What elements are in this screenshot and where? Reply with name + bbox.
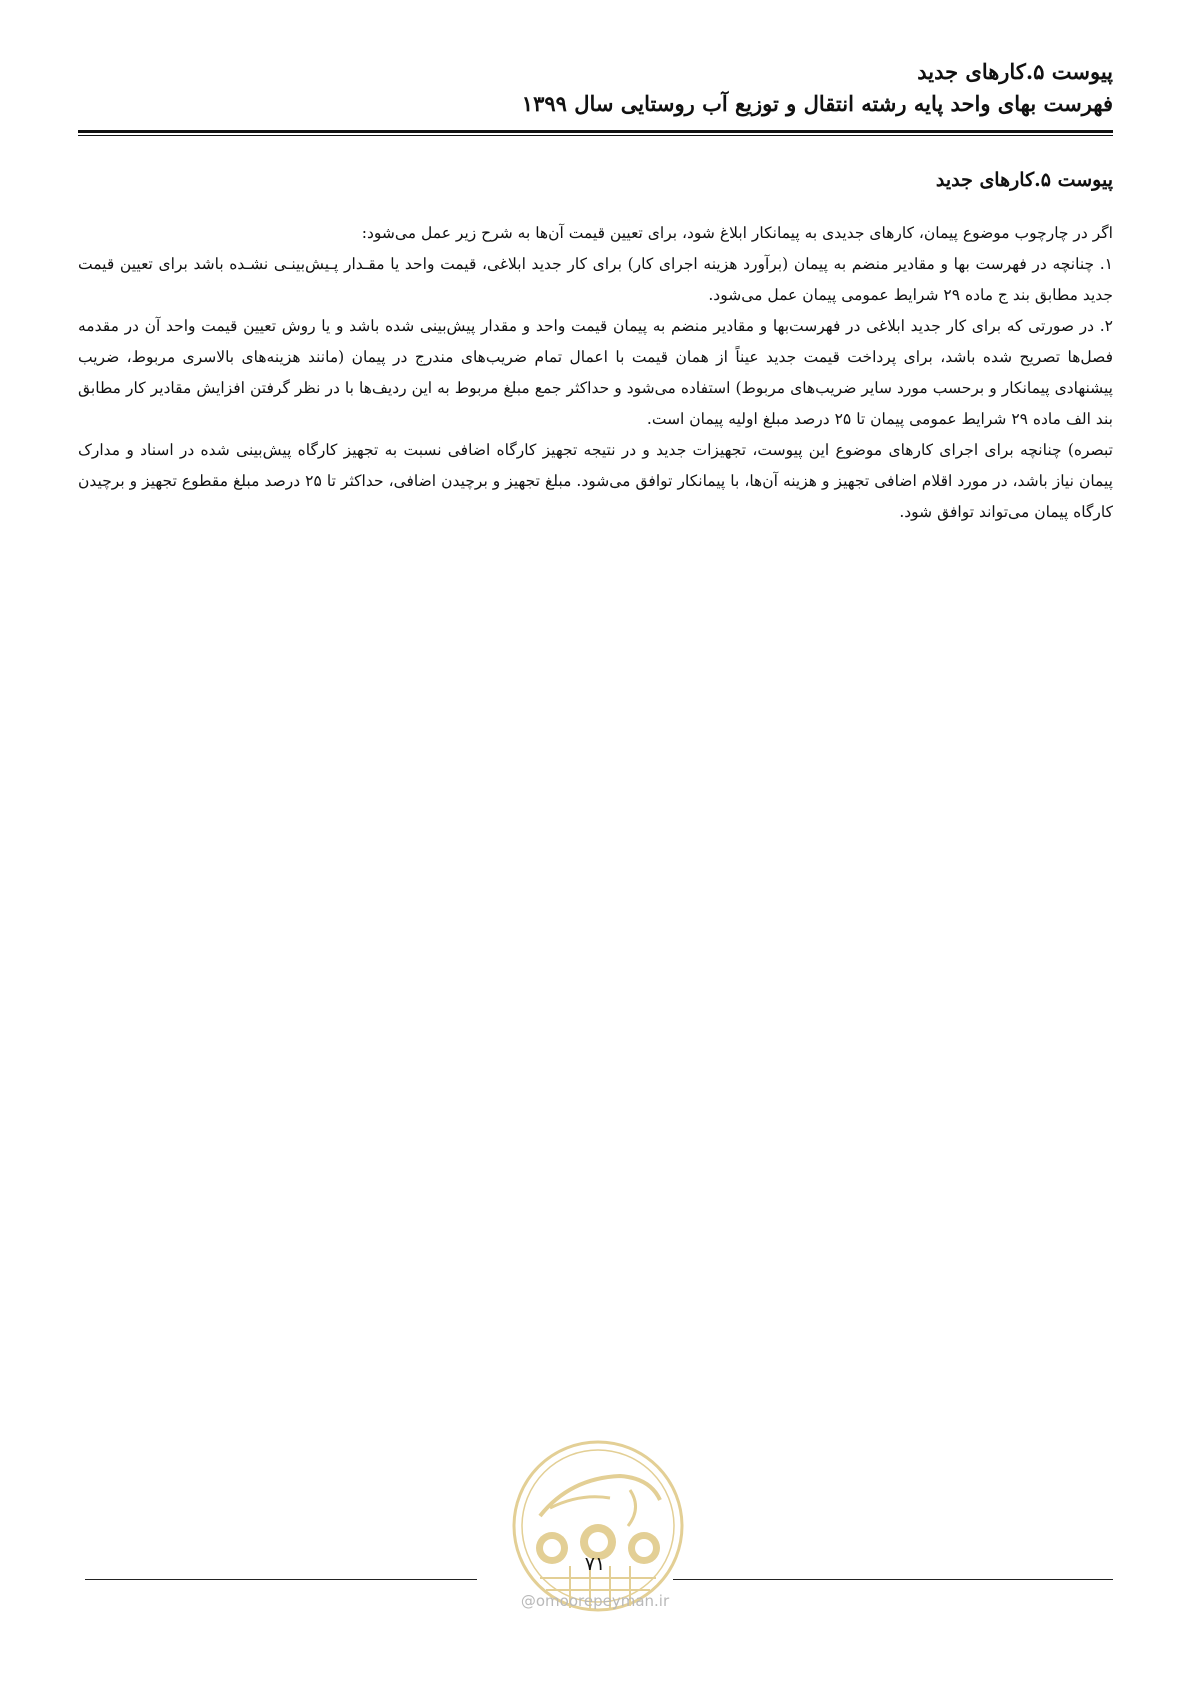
page-header [78, 56, 1113, 120]
section-title: پیوست ۵.کارهای جدید [935, 169, 1113, 191]
header-rule-thick [78, 130, 1113, 133]
header-rule-thin [78, 135, 1113, 136]
intro-paragraph: اگر در چارچوب موضوع پیمان، کارهای جدیدی به پیمانکار ابلاغ شود، برای تعیین قیمت آن‌ها به شرح زیر عمل می‌شود: [361, 224, 1113, 242]
header-document-title: فهرست بهای واحد پایه رشته انتقال و توزیع آب روستایی سال ۱۳۹۹ [521, 91, 1113, 116]
body-text [78, 218, 1113, 528]
clause-1: ۱. چنانچه در فهرست بها و مقادیر منضم به پیمان (برآورد هزینه اجرای کار) برای کار جدید ابلاغی، قیمت واحد یا مقـدار پـیش‌بینـی نشـده باشد برای تعیین قیمت جدید مطابق بند ج ماده ۲۹ شرایط عمومی پیمان عمل می‌شود. [78, 255, 1113, 304]
note-paragraph: تبصره) چنانچه برای اجرای کارهای موضوع این پیوست، تجهیزات جدید و در نتیجه تجهیز کارگاه اضافی نسبت به تجهیز کارگاه پیش‌بینی شده در اسناد و مدارک پیمان نیاز باشد، در مورد اقلام اضافی تجهیز و هزینه آن‌ها، با پیمانکار توافق می‌شود. مبلغ تجهیز و برچیدن اضافی، حداکثر تا ۲۵ درصد مبلغ مقطوع تجهیز و برچیدن کارگاه پیمان می‌تواند توافق شود. [78, 441, 1113, 521]
footer-rule-left [85, 1579, 477, 1580]
omoore-peyman-logo-watermark [510, 1438, 686, 1614]
footer-rule-right [673, 1579, 1113, 1580]
clause-2: ۲. در صورتی که برای کار جدید ابلاغی در فهرست‌بها و مقادیر منضم به پیمان قیمت واحد و مقدار پیش‌بینی شده باشد و یا روش تعیین قیمت واحد آن در مقدمه فصل‌ها تصریح شده باشد، برای پرداخت قیمت جدید عیناً از همان قیمت با اعمال تمام ضریب‌های مندرج در پیمان (مانند هزینه‌های بالاسری مربوط، ضریب پیشنهادی پیمانکار و برحسب مورد سایر ضریب‌های مربوط) استفاده می‌شود و حداکثر جمع مبلغ مربوط به این ردیف‌ها با در نظر گرفتن افزایش مقادیر کار مطابق بند الف ماده ۲۹ شرایط عمومی پیمان تا ۲۵ درصد مبلغ اولیه پیمان است. [78, 317, 1113, 428]
header-appendix-title: پیوست ۵.کارهای جدید [917, 59, 1113, 84]
page-number: ۷۱ [584, 1553, 606, 1575]
website-watermark: @omoorepeyman.ir [520, 1592, 670, 1610]
